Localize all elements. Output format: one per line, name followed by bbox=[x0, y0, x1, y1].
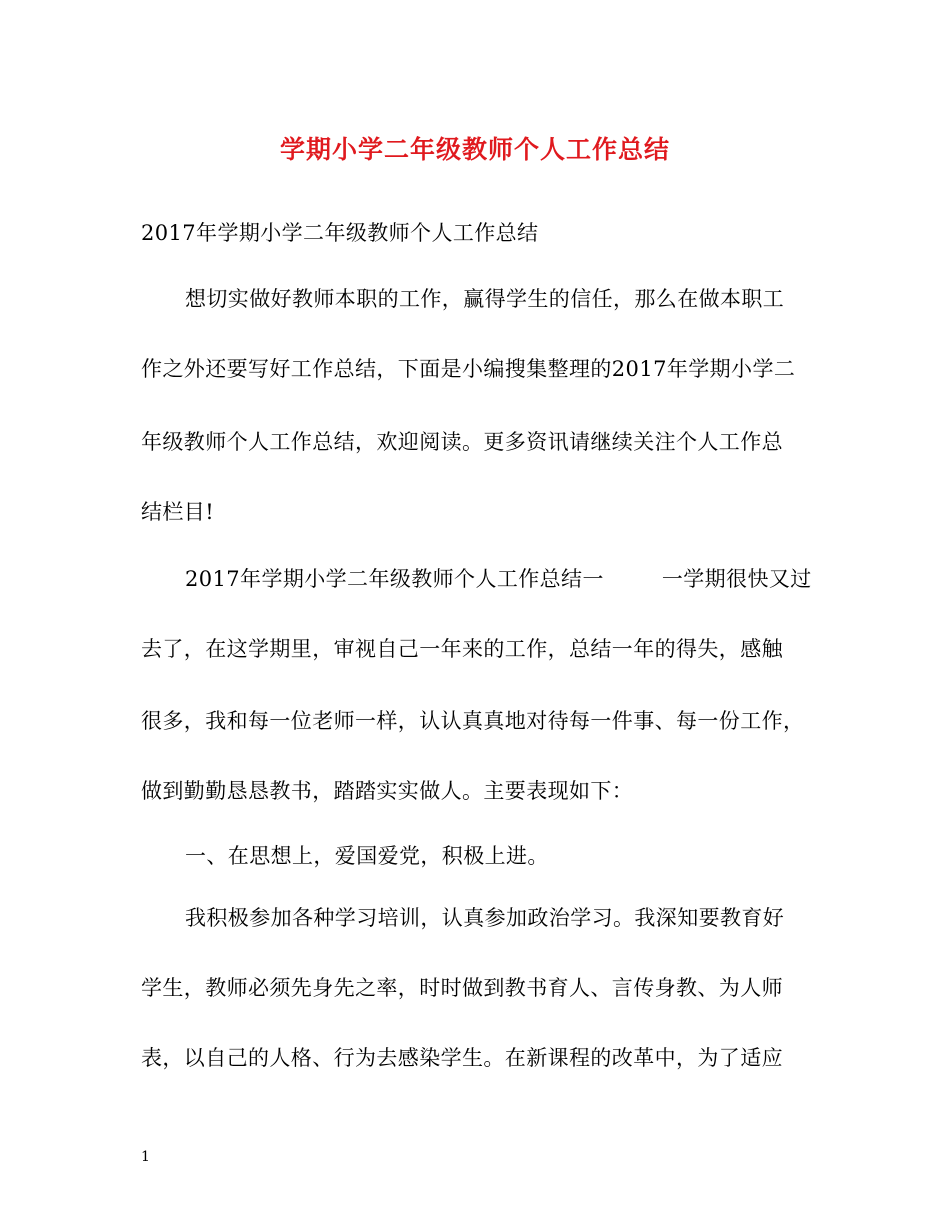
section-heading-text: 2017年学期小学二年级教师个人工作总结一 bbox=[185, 567, 604, 591]
body-line: 作之外还要写好工作总结，下面是小编搜集整理的2017年学期小学二 bbox=[141, 357, 796, 381]
body-line: 很多，我和每一位老师一样，认认真真地对待每一件事、每一份工作， bbox=[141, 709, 805, 733]
body-line: 结栏目! bbox=[141, 500, 215, 524]
body-line: 做到勤勤恳恳教书，踏踏实实做人。主要表现如下： bbox=[141, 779, 634, 803]
body-line: 表，以自己的人格、行为去感染学生。在新课程的改革中，为了适应 bbox=[141, 1046, 783, 1070]
body-line: 我积极参加各种学习培训，认真参加政治学习。我深知要教育好 bbox=[185, 906, 785, 930]
body-line: 学生，教师必须先身先之率，时时做到教书育人、言传身教、为人师 bbox=[141, 976, 783, 1000]
body-line: 想切实做好教师本职的工作，赢得学生的信任，那么在做本职工 bbox=[185, 287, 785, 311]
page-number: 1 bbox=[141, 1149, 150, 1165]
section-heading: 一、在思想上，爱国爱党，积极上进。 bbox=[185, 844, 549, 868]
section-intro-text: 一学期很快又过 bbox=[661, 567, 812, 591]
document-subtitle: 2017年学期小学二年级教师个人工作总结 bbox=[141, 221, 539, 245]
body-line: 去了，在这学期里，审视自己一年来的工作，总结一年的得失，感触 bbox=[141, 637, 783, 661]
body-line: 年级教师个人工作总结，欢迎阅读。更多资讯请继续关注个人工作总 bbox=[141, 430, 783, 454]
document-title: 学期小学二年级教师个人工作总结 bbox=[279, 135, 670, 164]
body-line-section-heading bbox=[185, 564, 865, 594]
